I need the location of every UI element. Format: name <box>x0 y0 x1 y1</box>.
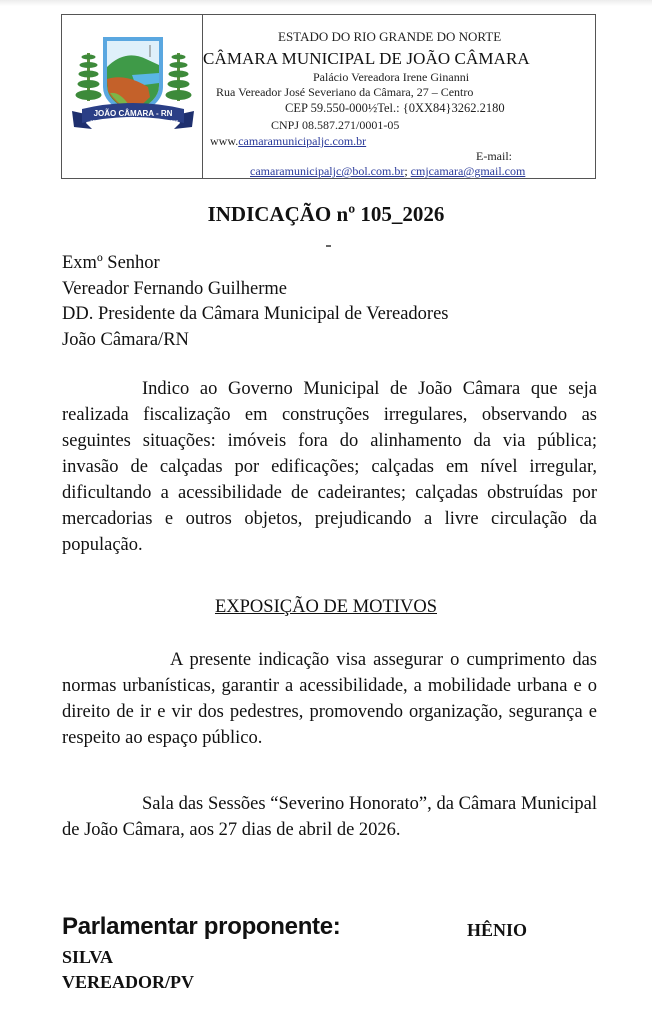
letterhead <box>61 14 596 179</box>
section-title-motives: EXPOSIÇÃO DE MOTIVOS <box>214 597 437 617</box>
motives-paragraph: A presente indicação visa assegurar o cumprimento das normas urbanísticas, garantir a acessibilidade, a mobilidade urbana e o direito de ir e vir dos pedestres, promovendo organização, segurança e respeito ao espaço público. <box>62 650 597 748</box>
address-line-city: João Câmara/RN <box>62 330 189 350</box>
signature-last-name: SILVA <box>62 947 114 967</box>
email-link-bol[interactable]: camaramunicipaljc@bol.com.br <box>250 164 405 178</box>
banner-year-right: 1928 <box>168 119 179 124</box>
letterhead-cnpj: CNPJ 08.587.271/0001-05 <box>271 118 400 132</box>
logo-cell <box>62 15 203 178</box>
letterhead-emails <box>250 164 525 179</box>
letterhead-cep-phone: CEP 59.550-000½Tel.: {0XX84}3262.2180 <box>285 101 505 115</box>
signature-role: VEREADOR/PV <box>62 972 195 992</box>
website-prefix: www. <box>210 134 239 148</box>
letterhead-palace: Palácio Vereadora Irene Ginanni <box>313 70 470 84</box>
email-link-gmail[interactable]: cmjcamara@gmail.com <box>410 164 526 178</box>
letterhead-email-label: E-mail: <box>476 149 512 163</box>
letterhead-council-name: CÂMARA MUNICIPAL DE JOÃO CÂMARA <box>203 49 530 68</box>
signature-label: Parlamentar proponente: <box>62 913 341 940</box>
address-line-title: DD. Presidente da Câmara Municipal de Vereadores <box>62 304 449 324</box>
closing-paragraph: Sala das Sessões “Severino Honorato”, da Câmara Municipal de João Câmara, aos 27 dias de abril de 2026. <box>62 794 597 840</box>
body-paragraph: Indico ao Governo Municipal de João Câmara que seja realizada fiscalização em construções irregulares, observando as seguintes situações: imóveis fora do alinhamento da via pública; invasão de calçadas por edificações; calçadas em nível irregular, dificultando a acessibilidade de cadeirantes; calçadas obstruídas por mercadorias e outros objetos, prejudicando a livre circulação da população. <box>62 379 597 555</box>
email-separator: ; <box>404 164 411 178</box>
address-line-name: Vereador Fernando Guilherme <box>62 279 287 299</box>
address-line-salutation: Exmº Senhor <box>62 253 160 273</box>
page-top-shadow <box>0 0 652 6</box>
title-dash <box>326 245 331 247</box>
letterhead-street-address: Rua Vereador José Severiano da Câmara, 27 – Centro <box>216 85 474 99</box>
signature-first-name: HÊNIO <box>467 920 528 940</box>
website-link[interactable]: camaramunicipaljc.com.br <box>238 134 367 148</box>
letterhead-website <box>210 134 366 149</box>
banner-ribbon <box>72 103 194 129</box>
right-tree-icon <box>166 53 192 101</box>
letterhead-state: ESTADO DO RIO GRANDE DO NORTE <box>278 29 502 44</box>
document-title: INDICAÇÃO nº 105_2026 <box>207 202 445 226</box>
municipal-coat-of-arms-logo <box>70 31 196 139</box>
left-tree-icon <box>76 53 102 101</box>
banner-text: JOÃO CÂMARA - RN <box>93 109 173 118</box>
banner-year-left: 1910 <box>90 119 101 124</box>
